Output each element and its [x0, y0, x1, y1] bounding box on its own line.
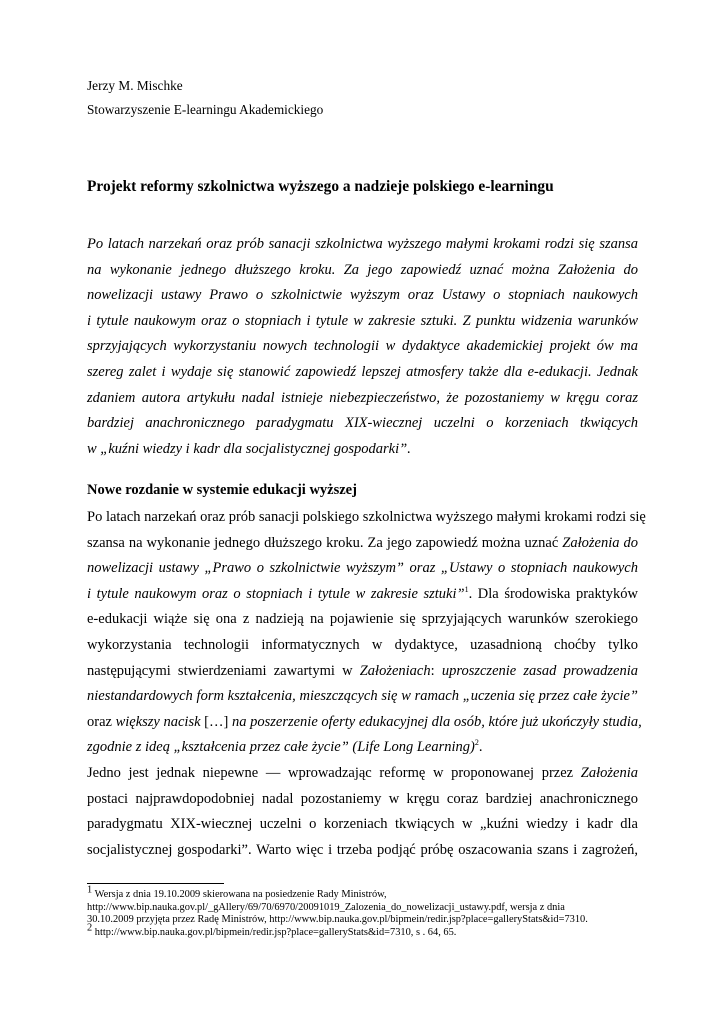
- abstract-line: nowelizacji ustawy Prawo o szkolnictwie wyższym oraz Ustawy o stopniach naukowych: [87, 287, 638, 304]
- text-run: […]: [200, 713, 232, 730]
- footnote-ref-1[interactable]: 1: [464, 584, 469, 594]
- section-heading: Nowe rozdanie w systemie edukacji wyższej: [87, 482, 357, 498]
- text-run: e-edukacji wiąże się ona z nadzieją na pojawienie się sprzyjających warunków szerokiego: [87, 611, 638, 628]
- body-line: [87, 633, 638, 659]
- abstract: [87, 232, 638, 462]
- italic-run: zgodnie z ideą „kształcenia przez całe życie” (Life Long Learning): [87, 739, 475, 756]
- abstract-line: Po latach narzekań oraz prób sanacji szkolnictwa wyższego małymi krokami rodzi się szansa: [87, 236, 638, 252]
- abstract-line: zdaniem autora artykułu nadal istnieje niebezpieczeństwo, że pozostaniemy w kręgu coraz: [87, 389, 638, 406]
- body-line: [87, 710, 642, 736]
- italic-run: ”: [456, 585, 465, 602]
- text-run: paradygmatu XIX-wiecznej uczelni o korzeniach tkwiących w „kuźni wiedzy i kadr dla: [87, 816, 638, 833]
- footnote-number: 2: [87, 922, 93, 934]
- author-block: [87, 74, 323, 122]
- body-line: [87, 582, 638, 608]
- body-line: [87, 505, 646, 531]
- text-run: . Dla środowiska praktyków: [468, 585, 638, 602]
- article-title: Projekt reformy szkolnictwa wyższego a nadzieje polskiego e-learningu: [87, 178, 554, 195]
- author-affiliation: Stowarzyszenie E-learningu Akademickiego: [87, 102, 324, 117]
- body-line: [87, 735, 638, 761]
- abstract-line: szereg zalet i wydaje się stanowić zapowiedź lepszej atmosfery także dla e-edukacji. Jednak: [87, 363, 638, 380]
- italic-run: niestandardowych form kształcenia, mieszczących się w ramach „uczenia się przez całe życie”: [87, 688, 638, 705]
- text-run: oraz: [87, 713, 116, 730]
- italic-run: na poszerzenie oferty edukacyjnej dla osób, które już ukończyły studia,: [231, 713, 642, 730]
- italic-run: Założenia do: [562, 534, 638, 551]
- text-run: Jedno jest jednak niepewne ― wprowadzając reformę w proponowanej przez: [87, 764, 581, 781]
- text-run: postaci najprawdopodobniej nadal pozostaniemy w kręgu coraz bardziej anachronicznego: [87, 790, 638, 807]
- body-line: [87, 812, 638, 838]
- abstract-line: na wykonanie jednego dłuższego kroku. Za jego zapowiedź uznać można Założenia do: [87, 261, 638, 278]
- footnote-1: [87, 884, 647, 902]
- body-line: [87, 787, 638, 813]
- abstract-line: bardziej anachronicznego paradygmatu XIX-wiecznej uczelni o korzeniach tkwiących: [87, 415, 638, 432]
- italic-run: i tytule naukowym oraz o stopniach i tytule w zakresie sztuki: [87, 585, 457, 602]
- author-name: Jerzy M. Mischke: [87, 78, 183, 93]
- footnote-1-url[interactable]: http://www.bip.nauka.gov.pl/_gAllery/69/70/6970/20091019_Zalozenia_do_nowelizacji_ustawy.pdf, wersja z dnia: [87, 901, 565, 913]
- body-line: [87, 556, 638, 582]
- footnote-2: [87, 922, 647, 940]
- text-run: :: [430, 662, 442, 679]
- text-run: wykorzystania technologii informatycznych w dydaktyce, uzasadnioną choćby tylko: [87, 636, 638, 653]
- italic-run: uproszczenie zasad prowadzenia: [441, 662, 638, 679]
- body-line: [87, 607, 638, 633]
- footnote-separator: [87, 883, 224, 884]
- footnote-number: 1: [87, 884, 93, 896]
- body-line: [87, 531, 638, 557]
- footnote-1-continued: 30.10.2009 przyjęta przez Radę Ministrów, http://www.bip.nauka.gov.pl/bipmein/redir.jsp?place=galleryStats&id=7310.: [87, 914, 588, 925]
- text-run: następującymi stwierdzeniami zawartymi w: [87, 662, 360, 679]
- text-run: Po latach narzekań oraz prób sanacji polskiego szkolnictwa wyższego małymi krokami rodzi się: [87, 509, 646, 525]
- italic-run: Założenia: [580, 764, 638, 781]
- body-line: [87, 761, 638, 787]
- italic-run: nowelizacji ustawy „Prawo o szkolnictwie wyższym” oraz „Ustawy o stopniach naukowych: [87, 560, 638, 577]
- body-line: [87, 684, 638, 710]
- text-run: socjalistycznej gospodarki”. Warto więc i trzeba podjąć próbę oszacowania szans i zagrożeń,: [87, 841, 638, 858]
- abstract-line: i tytule naukowym oraz o stopniach i tytule w zakresie sztuki. Z punktu widzenia warunków: [87, 312, 638, 329]
- text-run: .: [478, 739, 483, 756]
- abstract-line: w „kuźni wiedzy i kadr dla socjalistycznej gospodarki”.: [87, 440, 411, 457]
- footnote-text: http://www.bip.nauka.gov.pl/bipmein/redir.jsp?place=galleryStats&id=7310, s . 64, 65.: [92, 926, 457, 938]
- italic-run: większy nacisk: [115, 713, 201, 730]
- body-line: [87, 838, 638, 864]
- abstract-line: sprzyjających wykorzystaniu nowych technologii w dydaktyce akademickiej projekt ów ma: [87, 338, 638, 355]
- italic-run: Założeniach: [359, 662, 431, 679]
- text-run: szansa na wykonanie jednego dłuższego kroku. Za jego zapowiedź można uznać: [87, 534, 563, 551]
- body-line: [87, 659, 638, 685]
- body-text: [87, 505, 646, 863]
- footnote-text: Wersja z dnia 19.10.2009 skierowana na posiedzenie Rady Ministrów,: [92, 889, 387, 900]
- footnote-ref-2[interactable]: 2: [474, 738, 479, 748]
- footnotes: [87, 884, 647, 939]
